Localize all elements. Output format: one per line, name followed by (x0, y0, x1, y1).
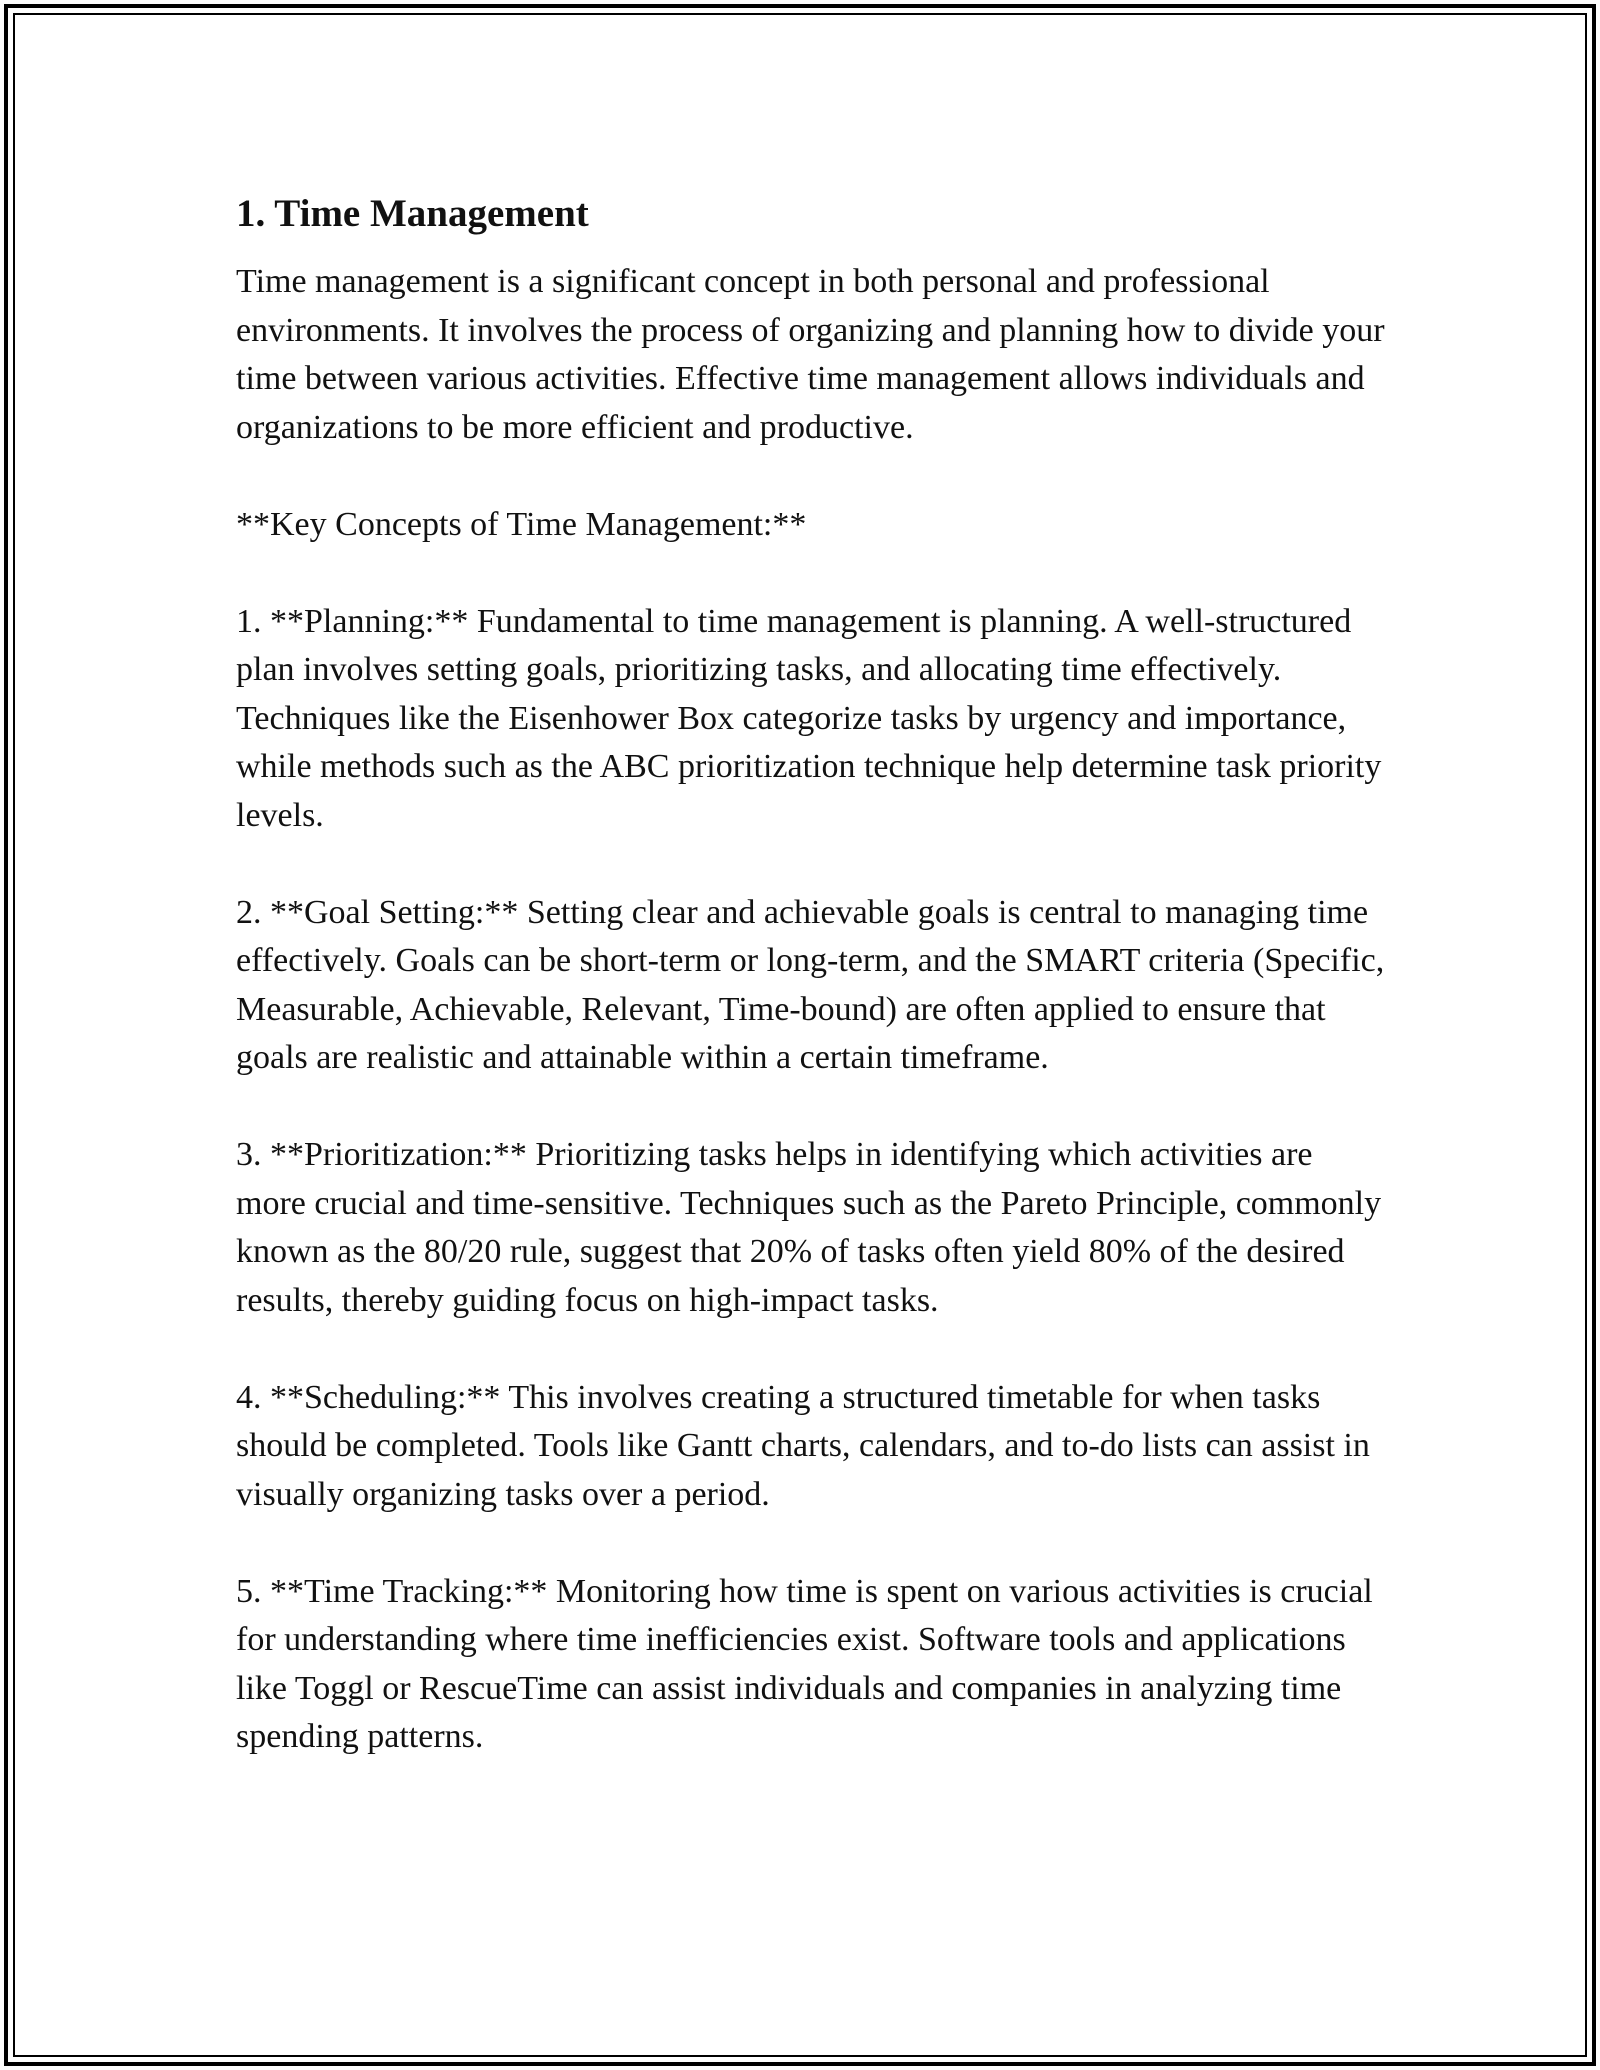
intro-paragraph: Time management is a significant concept in both personal and professional environments. It involves the process of organizing and planning how to divide your time between various activities. Effective time management allows individuals and organizations to be more efficient and productive. (236, 263, 1385, 446)
time-tracking-paragraph: 5. **Time Tracking:** Monitoring how time is spent on various activities is crucial for understanding where time inefficiencies exist. Software tools and applications like Toggl or RescueTime can assist individuals and companies in analyzing time spending patterns. (236, 1572, 1373, 1755)
planning-paragraph: 1. **Planning:** Fundamental to time management is planning. A well-structured plan involves setting goals, prioritizing tasks, and allocating time effectively. Techniques like the Eisenhower Box categorize tasks by urgency and importance, while methods such as the ABC prioritization technique help determine task priority levels. (236, 602, 1382, 834)
prioritization-paragraph: 3. **Prioritization:** Prioritizing tasks helps in identifying which activities are more crucial and time-sensitive. Techniques such as the Pareto Principle, commonly known as the 80/20 rule, suggest that 20% of tasks often yield 80% of the desired results, thereby guiding focus on high-impact tasks. (236, 1136, 1382, 1319)
scheduling-paragraph: 4. **Scheduling:** This involves creating a structured timetable for when tasks should be completed. Tools like Gantt charts, calendars, and to-do lists can assist in visually organizing tasks over a period. (236, 1378, 1370, 1513)
goal-setting-paragraph: 2. **Goal Setting:** Setting clear and achievable goals is central to managing time effectively. Goals can be short-term or long-term, and the SMART criteria (Specific, Measurable, Achievable, Relevant, Time-bound) are often applied to ensure that goals are realistic and attainable within a certain timeframe. (236, 893, 1385, 1076)
document-body (236, 184, 1386, 1762)
section-heading: 1. Time Management (236, 192, 589, 235)
key-concepts-heading: **Key Concepts of Time Management:** (236, 505, 807, 543)
